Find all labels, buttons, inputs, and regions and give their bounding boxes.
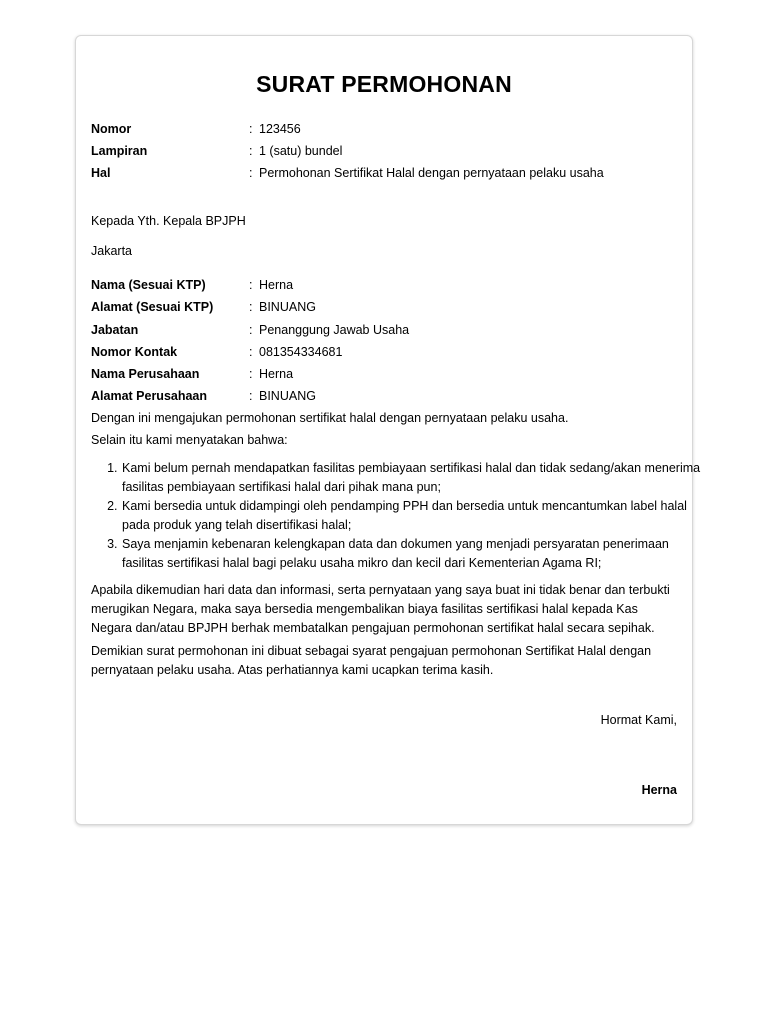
field-label: Alamat (Sesuai KTP) [91, 300, 214, 314]
list-item: 2. Kami bersedia untuk didampingi oleh pendamping PPH dan bersedia untuk mencantumkan label halal pada produk yang telah disertifikasi halal; [121, 497, 711, 535]
field-label: Lampiran [91, 144, 148, 158]
paragraph-consequence: Apabila dikemudian hari data dan informasi, serta pernyataan yang saya buat ini tidak benar dan terbukti merugikan Negara, maka saya bersedia mengembalikan biaya fasilitas sertifikasi halal kepada Kas Negara dan/atau BPJPH berhak membatalkan pengajuan permohonan sertifikat halal secara sepihak. [91, 583, 670, 635]
field-value: Herna [259, 278, 294, 292]
letter-title: SURAT PERMOHONAN [256, 71, 512, 97]
field-label: Alamat Perusahaan [91, 389, 208, 403]
field-value: 081354334681 [259, 345, 343, 359]
field-colon: : [249, 278, 253, 292]
field-value: Permohonan Sertifikat Halal dengan pernyataan pelaku usaha [259, 166, 604, 180]
field-value: BINUANG [259, 300, 316, 314]
field-colon: : [249, 144, 253, 158]
field-label: Nama Perusahaan [91, 367, 200, 381]
field-label: Nama (Sesuai KTP) [91, 278, 206, 292]
paragraph-closing: Demikian surat permohonan ini dibuat sebagai syarat pengajuan permohonan Sertifikat Halal dengan pernyataan pelaku usaha. Atas perhatiannya kami ucapkan terima kasih. [91, 644, 652, 677]
field-value: BINUANG [259, 389, 316, 403]
field-label: Nomor Kontak [91, 345, 178, 359]
statement-intro: Selain itu kami menyatakan bahwa: [91, 433, 288, 447]
intro-line: Dengan ini mengajukan permohonan sertifikat halal dengan pernyataan pelaku usaha. [91, 411, 569, 425]
list-item: 3. Saya menjamin kebenaran kelengkapan data dan dokumen yang menjadi persyaratan penerimaan fasilitas sertifikasi halal bagi pelaku usaha mikro dan kecil dari Kementerian Agama RI; [121, 535, 711, 573]
field-colon: : [249, 166, 253, 180]
list-item: 1. Kami belum pernah mendapatkan fasilitas pembiayaan sertifikasi halal dan tidak sedang/akan menerima fasilitas pembiayaan sertifikasi halal dari pihak mana pun; [121, 459, 711, 497]
field-colon: : [249, 323, 253, 337]
letter-card [75, 35, 701, 825]
field-colon: : [249, 389, 253, 403]
field-value: 123456 [259, 122, 301, 136]
closing-salutation: Hormat Kami, [600, 713, 677, 727]
recipient-line: Kepada Yth. Kepala BPJPH [91, 214, 246, 228]
signatory-name: Herna [641, 783, 677, 797]
field-label: Jabatan [91, 323, 139, 337]
field-colon: : [249, 122, 253, 136]
field-value: Herna [259, 367, 294, 381]
field-colon: : [249, 300, 253, 314]
field-colon: : [249, 367, 253, 381]
city-line: Jakarta [91, 244, 132, 258]
field-label: Nomor [91, 122, 132, 136]
field-value: Penanggung Jawab Usaha [259, 323, 410, 337]
field-label: Hal [91, 166, 111, 180]
field-value: 1 (satu) bundel [259, 144, 343, 158]
field-colon: : [249, 345, 253, 359]
statement-list [91, 459, 711, 573]
